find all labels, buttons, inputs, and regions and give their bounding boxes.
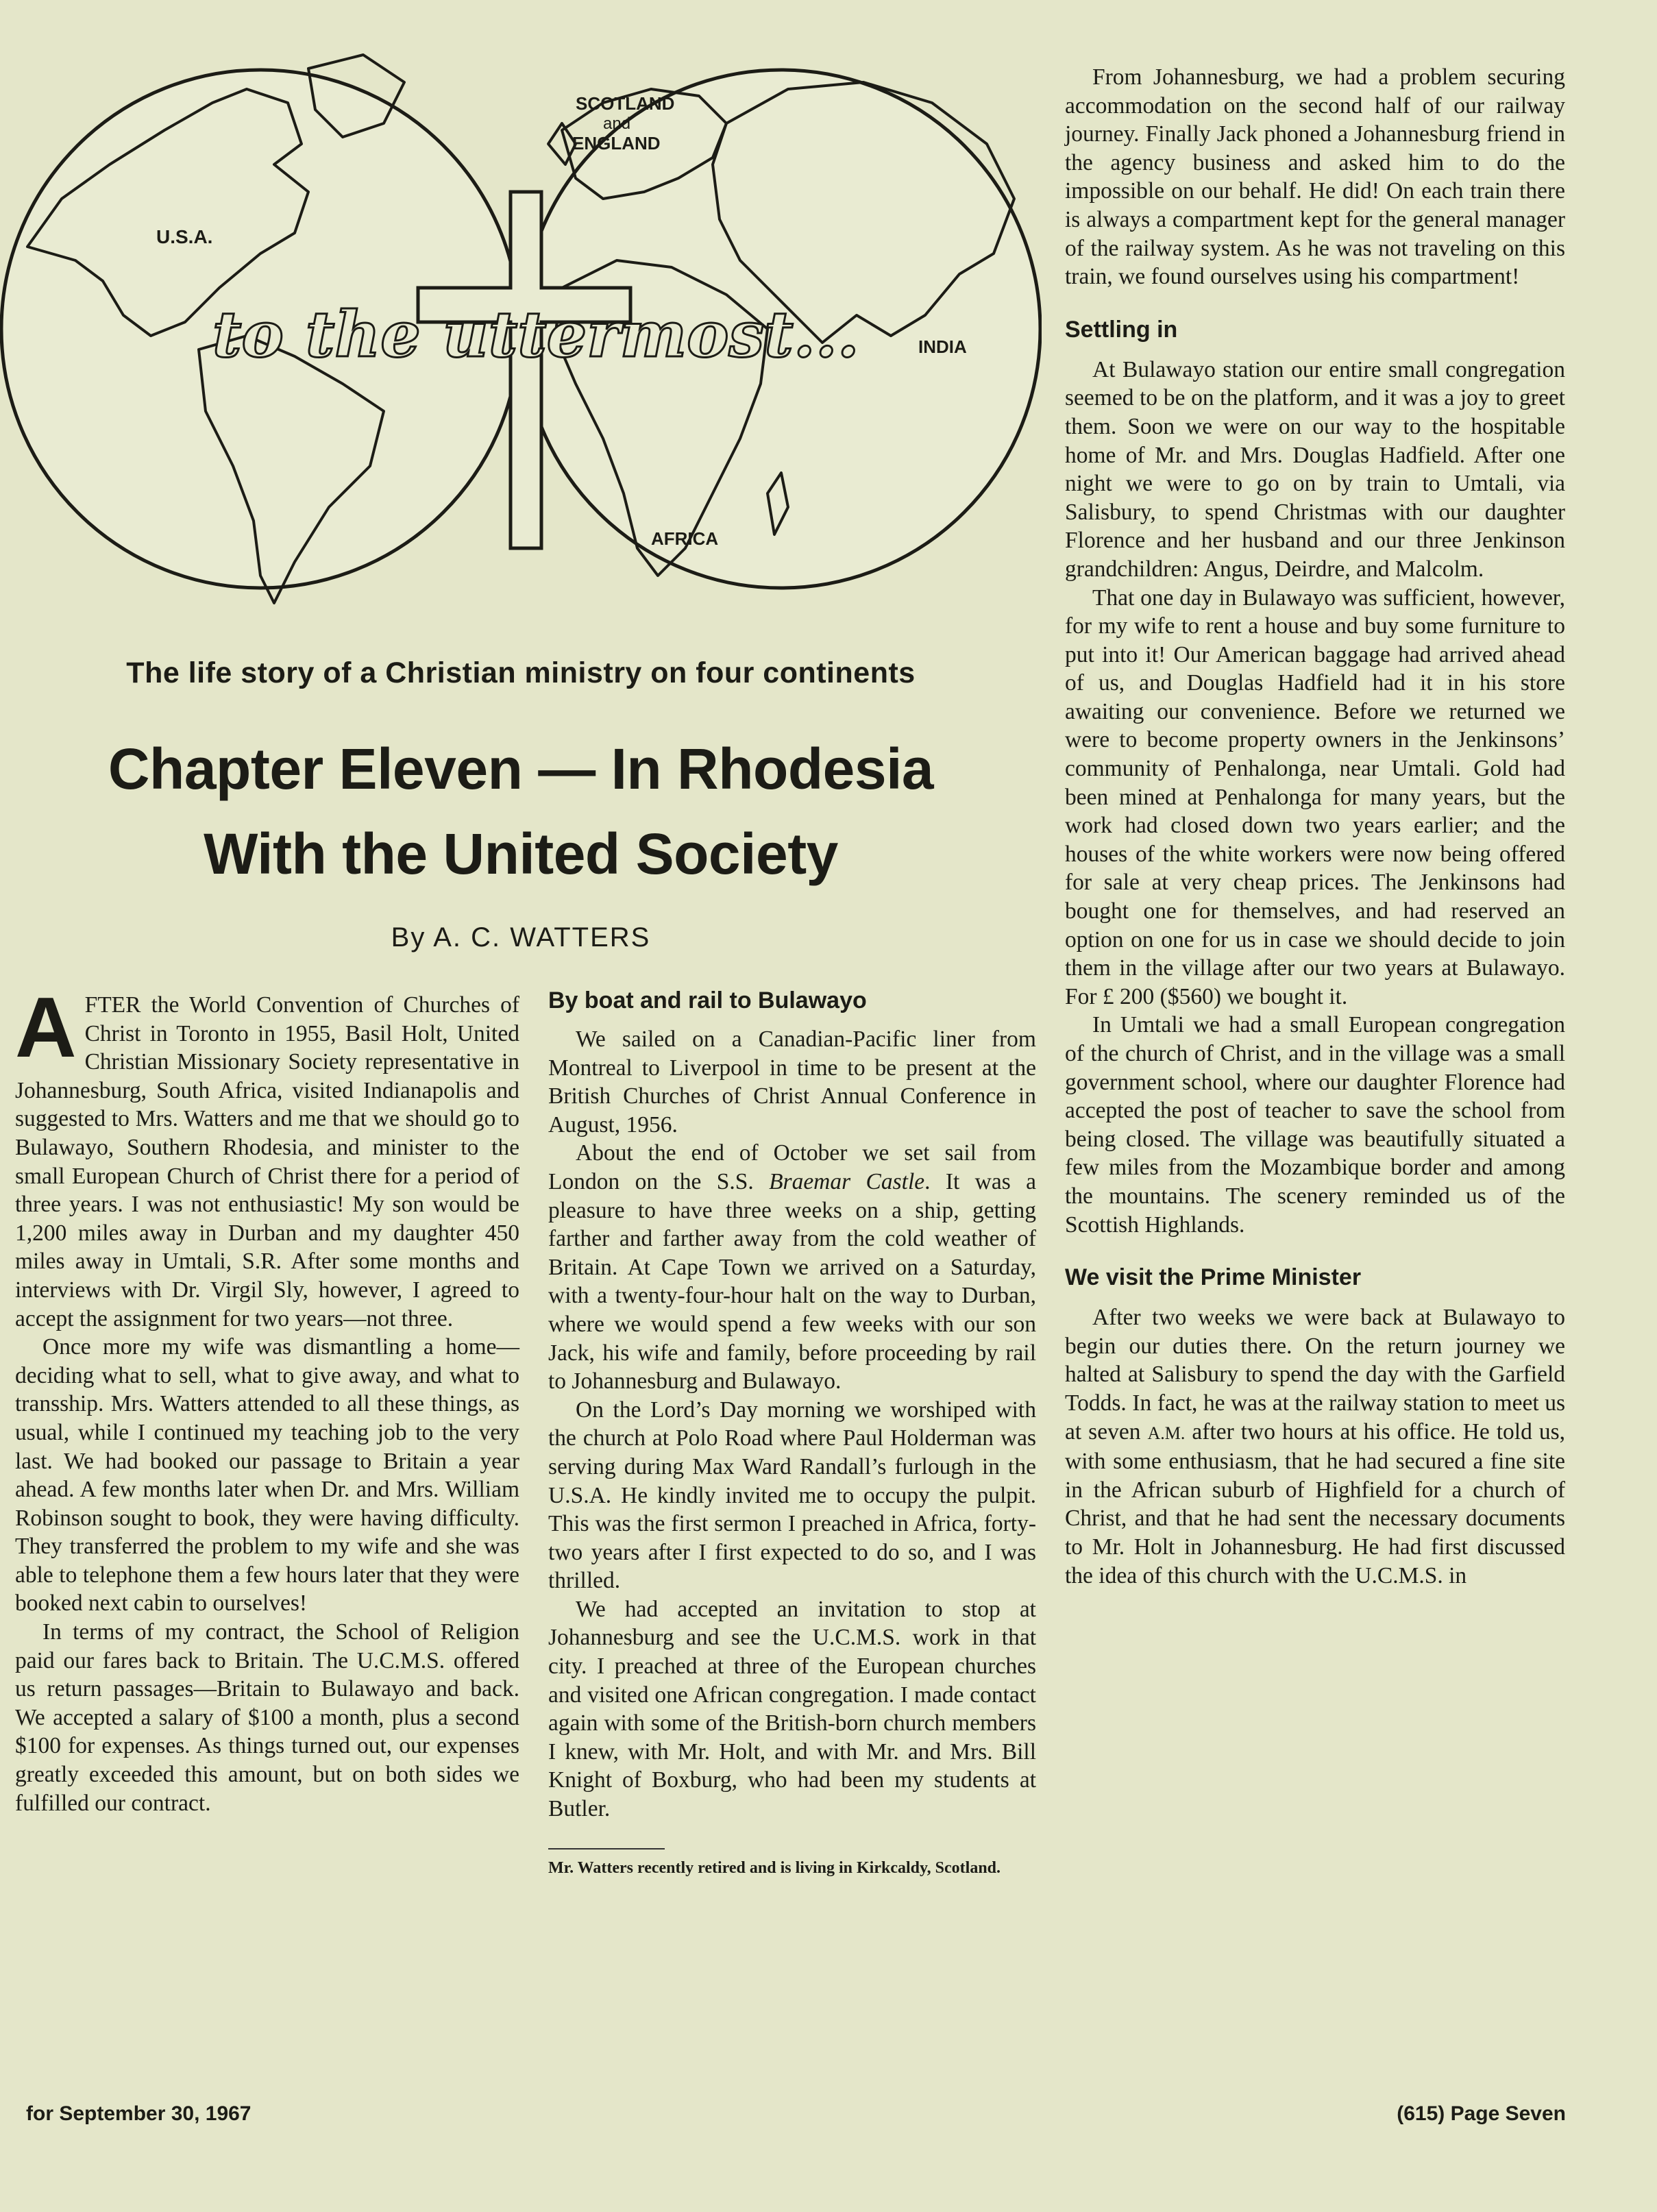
map-label-and: and	[603, 114, 631, 133]
paragraph: We had accepted an invitation to stop at Johannesburg and see the U.C.M.S. work in that city. I preached at three of the European churches and visited one African congregation. I made contact again with some of the British-born church members I knew, with Mr. Holt, and with Mr. and Mrs. Bill Knight of Boxburg, who had been my students at Butler.	[548, 1596, 1036, 1822]
footnote-rule	[548, 1848, 665, 1850]
article-subtitle: The life story of a Christian ministry on four continents	[126, 656, 916, 689]
paragraph	[548, 1139, 1036, 1395]
paragraph	[15, 981, 519, 1333]
time-abbrev: A.M.	[1147, 1423, 1186, 1443]
paragraph: We sailed on a Canadian-Pacific liner from Montreal to Liverpool in time to be present at the British Churches of Christ Annual Conference in August, 1956.	[548, 1027, 1036, 1138]
paragraph: At Bulawayo station our entire small congregation seemed to be on the platform, and it was a joy to greet them. Soon we were on our way to the hospitable home of Mr. and Mrs. Douglas Hadfield. After one night we were to go on by train to Umtali, via Salisbury, to spend Christmas with our daughter Florence and her husband and our three Jenkinson grandchildren: Angus, Deirdre, and Malcolm.	[1065, 356, 1565, 582]
paragraph	[1065, 1303, 1565, 1590]
paragraph-text: FTER the World Convention of Churches of Christ in Toronto in 1955, Basil Holt, United Christian Missionary Society representative in Johannesburg, South Africa, visited Indianapolis and suggested to Mrs. Watters and me that we should go to Bulawayo, Southern Rhodesia, and minister to the small European Church of Christ there for a period of three years. I was not enthusiastic! My son would be 1,200 miles away in Durban and my daughter 450 miles away in Umtali, S.R. After some months and interviews with Dr. Virgil Sly, however, I agreed to accept the assignment for two years—not three.	[15, 992, 519, 1331]
column-3	[1065, 63, 1565, 1590]
paragraph: On the Lord’s Day morning we worshiped with the church at Polo Road where Paul Holderman was serving during Max Ward Randall’s furlough in the U.S.A. He kindly invited me to occupy the pulpit. This was the first sermon I preached in Africa, forty-two years after I first expected to do so, and I was thrilled.	[548, 1397, 1036, 1594]
column-2	[548, 987, 1036, 1878]
paragraph: That one day in Bulawayo was sufficient, however, for my wife to rent a house and buy some furniture to put into it! Our American baggage had arrived ahead of us, and Douglas Hadfield had it in his store awaiting our convenience. Before we returned we were to become property owners in the Jenkinsons’ community of Penhalonga, near Umtali. Gold had been mined at Penhalonga for many years, but the work had closed down two years earlier; and the houses of the white workers were now being offered for sale at very cheap prices. The Jenkinsons had bought one for themselves, and had reserved an option on one for us in case we should decide to join them in the village after our two years at Bulawayo. For £ 200 ($560) we bought it.	[1065, 585, 1565, 1009]
map-label-usa: U.S.A.	[156, 226, 213, 247]
article-title	[0, 726, 1042, 896]
paragraph-text: About the end of October we set sail from London on the S.S.	[548, 1140, 1036, 1194]
paragraph: In terms of my contract, the School of Religion paid our fares back to Britain. The U.C.M.S. offered us return passages—Britain to Bulawayo and back. We accepted a salary of $100 a month, plus a second $100 for expenses. As things turned out, our expenses greatly exceeded this amount, but on both sides we fulfilled our contract.	[15, 1619, 519, 1816]
map-label-england: ENGLAND	[572, 133, 661, 153]
paragraph: In Umtali we had a small European congregation of the church of Christ, and in the village was a small government school, where our daughter Florence had accepted the post of teacher to save the school from being closed. The village was beautifully situated a few miles from the Mozambique border and among the mountains. The scenery reminded us of the Scottish Highlands.	[1065, 1012, 1565, 1238]
byline: By A. C. WATTERS	[391, 922, 651, 953]
paragraph-text: After two weeks we were back at Bulawayo to begin our duties there. On the return journey we halted at Salisbury to spend the day with the Garfield Todds. In fact, he was at the railway station to meet us at seven	[1065, 1305, 1565, 1445]
paragraph: From Johannesburg, we had a problem securing accommodation on the second half of our railway journey. Finally Jack phoned a Johannesburg friend in the agency business and asked him to do the impossible on our behalf. He did! On each train there is always a compartment kept for the general manager of the railway system. As he was not traveling on this train, we found ourselves using his compartment!	[1065, 64, 1565, 290]
paragraph-text: . It was a pleasure to have three weeks on a ship, getting farther and farther away from the cold weather of Britain. At Cape Town we arrived on a Saturday, with a twenty-four-hour halt on the way to Durban, where we would spend a few weeks with our son Jack, his wife and family, before proceeding by rail to Johannesburg and Bulawayo.	[548, 1168, 1037, 1394]
section-heading: By boat and rail to Bulawayo	[548, 987, 867, 1013]
title-line-2: With the United Society	[204, 822, 838, 886]
footer-date: for September 30, 1967	[26, 2102, 251, 2125]
ship-name: Braemar Castle	[769, 1168, 925, 1194]
map-label-africa: AFRICA	[651, 528, 719, 549]
footer-page-number: (615) Page Seven	[1397, 2102, 1566, 2125]
paragraph: Once more my wife was dismantling a home—deciding what to sell, what to give away, and what to transship. Mrs. Watters attended to all these things, as usual, while I continued my teaching job to the very last. We had booked our passage to Britain a year ahead. A few months later when Dr. and Mrs. William Robinson sought to book, they were having difficulty. They transferred the problem to my wife and she was able to telephone them a few hours later that they were booked next cabin to ourselves!	[15, 1334, 519, 1617]
map-label-india: INDIA	[918, 336, 967, 357]
column-1	[15, 981, 519, 1817]
paragraph-text: after two hours at his office. He told us, with some enthusiasm, that he had secured a fine site in the African suburb of Highfield for a church of Christ, and that he had sent the necessary documents to Mr. Holt in Johannesburg. He had first discussed the idea of this church with the U.C.M.S. in	[1065, 1418, 1565, 1588]
map-label-scotland: SCOTLAND	[576, 93, 675, 114]
section-heading: Settling in	[1065, 316, 1178, 343]
title-line-1: Chapter Eleven — In Rhodesia	[108, 737, 934, 801]
footnote: Mr. Watters recently retired and is living in Kirkcaldy, Scotland.	[548, 1858, 1001, 1877]
map-banner-text: to the uttermost...	[212, 297, 859, 371]
drop-cap: A	[15, 981, 77, 1075]
world-map-illustration	[0, 27, 1042, 644]
section-heading: We visit the Prime Minister	[1065, 1264, 1362, 1291]
